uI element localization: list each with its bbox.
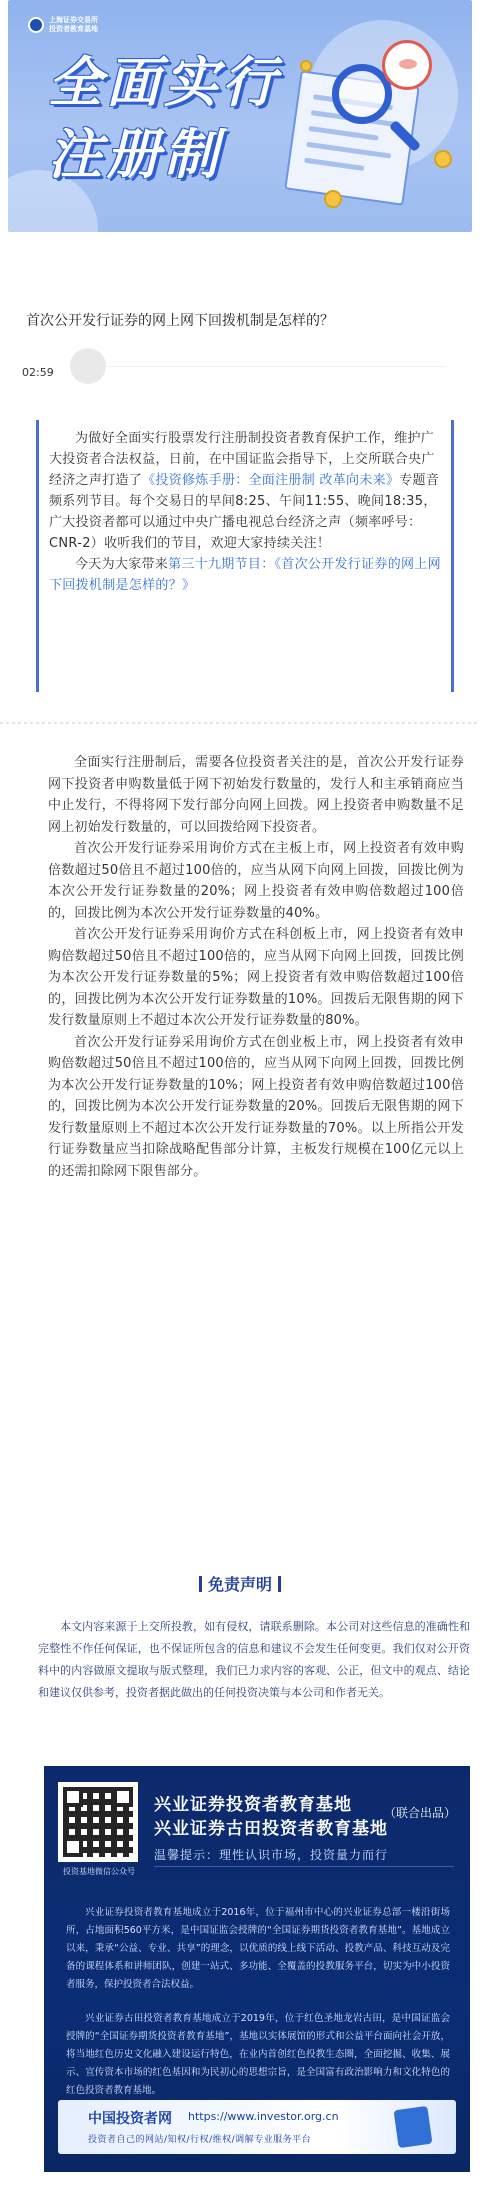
site-document-icon (394, 2106, 433, 2148)
article-paragraph: 全面实行注册制后，需要各位投资者关注的是，首次公开发行证券网下投资者申购数量低于网下初始发行数量的，发行人和主承销商应当中止发行，不得将网下发行部分向网上回拨。网上投资者申购数量不足网上初始发行数量的，可以回拨给网下投资者。 (48, 755, 464, 835)
site-name: 中国投资者网 (88, 2111, 172, 2127)
audio-progress-knob[interactable] (70, 348, 106, 384)
coin-icon (324, 190, 342, 208)
footer-tip: 温馨提示：理性认识市场，投资量力而行 (154, 1848, 389, 1862)
banner-title-line2: 注册制 (48, 123, 222, 186)
intro-text: 专题音频系列节目。每个交易日的早间8:25、午间11:55、晚间18:35，广大投资者都可以通过中央广播电视总台经济之声（频率呼号：CNR-2）收听我们的节目，欢迎大家持续关注！ (49, 473, 440, 551)
disclaimer-text: 本文内容来源于上交所投教，如有侵权，请联系删除。本公司对这些信息的准确性和完整性不作任何保证，也不保证所包含的信息和建议不会发生任何变更。我们仅对公开资料中的内容做原文提取与版式整理，我们已力求内容的客观、公正，但文中的观点、结论和建议仅供参考，投资者据此做出的任何投资决策与本公司和作者无关。 (38, 1620, 470, 1699)
disclaimer-heading (0, 1572, 480, 1595)
program-link[interactable]: 《投资修炼手册：全面注册制 改革向未来》 (142, 473, 400, 488)
logo-line1: 上海证券交易所 (49, 16, 98, 24)
footer-divider (154, 1866, 454, 1867)
article-body (48, 752, 464, 1182)
qr-code-pattern (63, 1787, 133, 1857)
bull-mascot-icon (382, 40, 432, 90)
qr-code[interactable] (58, 1782, 138, 1862)
article-paragraph: 首次公开发行证券采用询价方式在主板上市，网上投资者有效申购倍数超过50倍且不超过100倍的，应当从网下向网上回拨，回拨比例为本次公开发行证券数量的20%；网上投资者有效申购倍数超过100倍的，回拨比例为本次公开发行证券数量的40%。 (48, 841, 464, 921)
footer-title-1: 兴业证券投资者教育基地 (154, 1795, 352, 1815)
header-banner (0, 0, 480, 236)
qr-caption: 投资基地微信公众号 (63, 1867, 135, 1876)
sse-logo (28, 16, 98, 34)
intro-box (36, 420, 454, 692)
section-divider (0, 722, 480, 724)
banner-background (8, 0, 472, 232)
heading-bar-right (278, 1576, 281, 1592)
intro-paragraph (49, 554, 441, 596)
site-url[interactable]: https://www.investor.org.cn (188, 2110, 339, 2123)
footer-card (44, 1766, 470, 2172)
sse-logo-icon (28, 17, 44, 33)
audio-title: 首次公开发行证券的网上网下回拨机制是怎样的？ (26, 313, 334, 329)
disclaimer-heading-text: 免责声明 (207, 1575, 272, 1594)
footer-paragraph-1: 兴业证券投资者教育基地成立于2016年，位于福州市中心的兴业证券总部一楼沿街场所，占地面积560平方米，是中国证监会授牌的“全国证券期货投资者教育基地”。基地成立以来，秉承“公益、专业、共享”的理念，以优质的线上线下活动、投教产品、科技互动及完备的课程体系和讲师团队，创建一站式、多功能、全覆盖的投教服务平台，切实为中小投资者服务，保护投资者合法权益。 (66, 1907, 450, 1990)
footer-paragraph-2: 兴业证券古田投资者教育基地成立于2019年，位于红色圣地龙岩古田，是中国证监会授牌的“全国证券期货投资者教育基地”，基地以实体展馆的形式和公益平台面向社会开放，将当地红色历史文化融入建设运行特色，在业内首创红色投教生态圈，全面挖掘、收集、展示、宣传资本市场的红色基因和为民初心的思想宗旨，是全国富有政治影响力和文化特色的红色投资者教育基地。 (66, 2013, 450, 2096)
intro-paragraph (49, 428, 441, 554)
footer-title-2: 兴业证券古田投资者教育基地 (154, 1819, 388, 1839)
coin-icon (434, 150, 452, 168)
episode-link[interactable]: 第三十九期节目：《首次公开发行证券的网上网下回拨机制是怎样的？》 (49, 557, 441, 593)
footer-tag: （联合出品） (383, 1806, 456, 1820)
investor-site-banner[interactable] (58, 2100, 456, 2154)
site-subtitle: 投资者自己的网站/知权/行权/维权/调解专业服务平台 (88, 2135, 312, 2145)
audio-progress-bar[interactable] (106, 366, 446, 367)
intro-text: 为做好全面实行股票发行注册制投资者教育保护工作，维护广大投资者合法权益，日前，在中国证监会指导下，上交所联合央广经济之声打造了 (49, 431, 435, 488)
intro-text: 今天为大家带来 (75, 557, 169, 572)
audio-duration: 02:59 (22, 366, 54, 379)
coin-icon (300, 60, 312, 72)
logo-line2: 投资者教育基地 (49, 25, 98, 33)
heading-bar-left (199, 1576, 202, 1592)
banner-title-line1: 全面实行 (48, 51, 280, 114)
article-paragraph: 首次公开发行证券采用询价方式在创业板上市，网上投资者有效申购倍数超过50倍且不超过100倍的，应当从网下向网上回拨，回拨比例为本次公开发行证券数量的10%；网上投资者有效申购倍数超过100倍的，回拨比例为本次公开发行证券数量的20%。回拨后无限售期的网下发行数量原则上不超过本次公开发行证券数量的70%。以上所指公开发行证券数量应当扣除战略配售部分计算，主板发行规模在100亿元以上的还需扣除网下限售部分。 (48, 1034, 464, 1179)
article-paragraph: 首次公开发行证券采用询价方式在科创板上市，网上投资者有效申购倍数超过50倍且不超过100倍的，应当从网下向网上回拨，回拨比例为本次公开发行证券数量的5%；网上投资者有效申购倍数超过100倍的，回拨比例为本次公开发行证券数量的10%。回拨后无限售期的网下发行数量原则上不超过本次公开发行证券数量的80%。 (48, 927, 464, 1028)
